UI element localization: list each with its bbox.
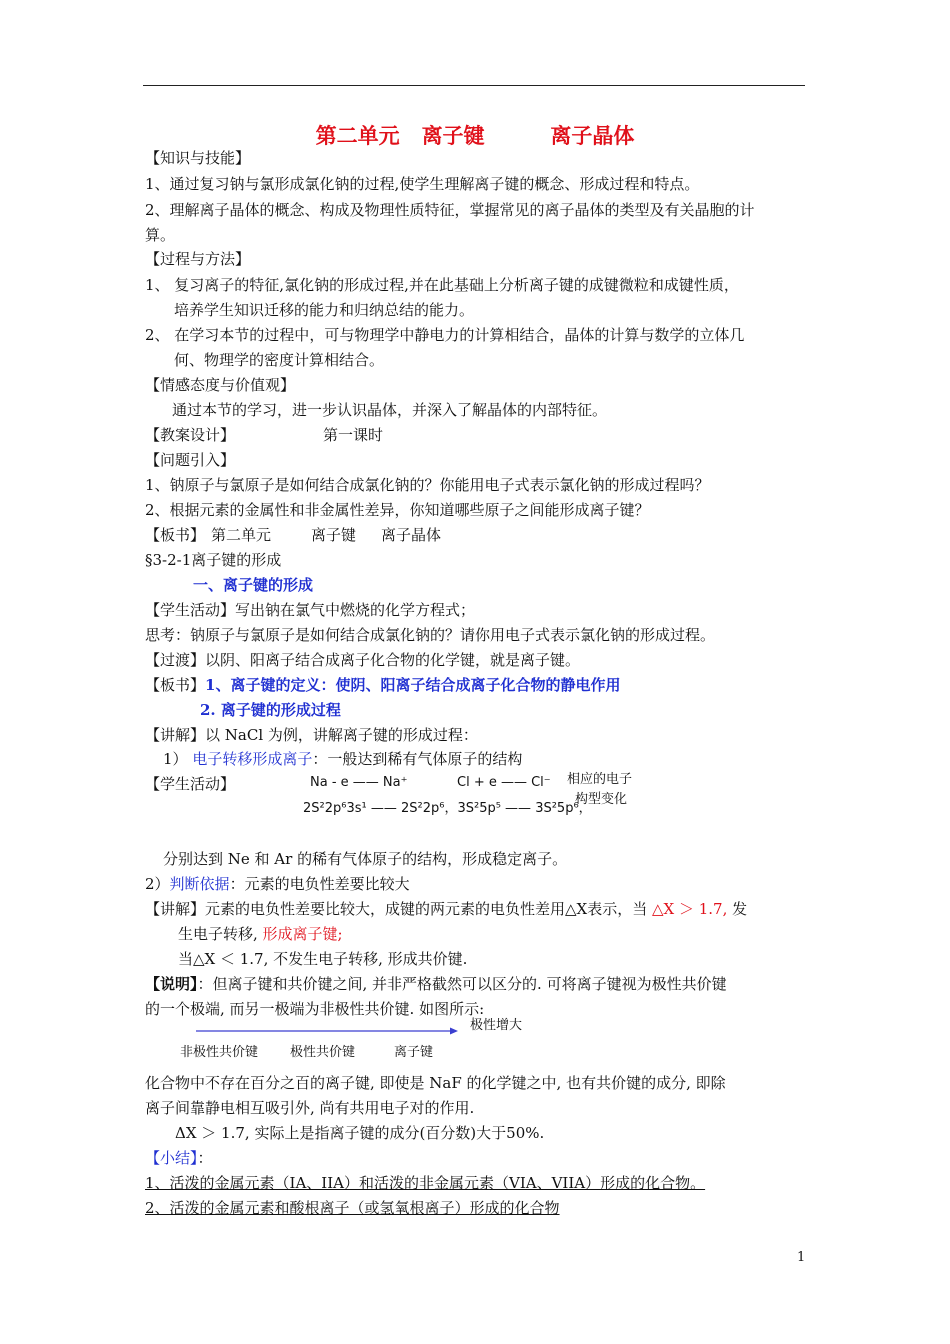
design-label: 【教案设计】 [145, 426, 236, 444]
summary-label: 【小结】 [145, 1149, 198, 1167]
list-marker: 2） [145, 875, 170, 893]
text-line: 1、钠原子与氯原子是如何结合成氯化钠的？你能用电子式表示氯化钠的形成过程吗？ [145, 476, 710, 494]
ionic-highlight: 形成离子键; [257, 925, 343, 943]
text-line [145, 974, 727, 994]
board-unit: 第二单元 [211, 526, 272, 544]
highlight-term: 电子转移形成离子 [192, 750, 313, 768]
text-line: 化合物中不存在百分之百的离子键, 即使是 NaF 的化学键之中, 也有共价键的成分, 即除 [145, 1074, 726, 1092]
text-line: ΔX ＞ 1.7, 实际上是指离子键的成分(百分数)大于50%. [175, 1124, 545, 1142]
text-line: 2、理解离子晶体的概念、构成及物理性质特征，掌握常见的离子晶体的类型及有关晶胞的计 [145, 201, 755, 219]
text-line: 分别达到 Ne 和 Ar 的稀有气体原子的结构，形成稳定离子。 [163, 850, 568, 868]
page-number: 1 [797, 1250, 806, 1265]
note-label: 【说明】 [145, 975, 198, 993]
text-line [145, 874, 410, 894]
text-span: ：一般达到稀有气体原子的结构 [312, 750, 523, 768]
nonpolar-covalent-label: 非极性共价键 [180, 1045, 259, 1060]
text-line: 的一个极端, 而另一极端为非极性共价键. 如图所示: [145, 1000, 485, 1018]
text-line: 思考：钠原子与氯原子是如何结合成氯化钠的？请你用电子式表示氯化钠的形成过程。 [145, 626, 716, 644]
ionic-bond-label: 离子键 [394, 1045, 434, 1060]
title-ionic-crystal: 离子晶体 [550, 124, 635, 148]
text-line: 当△X ＜ 1.7, 不发生电子转移, 形成共价键. [178, 950, 468, 968]
text-line [178, 924, 343, 944]
text-line: 【学生活动】写出钠在氯气中燃烧的化学方程式； [145, 601, 476, 619]
summary-item-1: 1、活泼的金属元素（IA、IIA）和活泼的非金属元素（VIA、VIIA）形成的化合物。 [145, 1174, 706, 1192]
text-line [145, 899, 747, 919]
text-line: 何、物理学的密度计算相结合。 [174, 351, 385, 369]
title-ionic-bond: 离子键 [421, 124, 485, 148]
na-equation: Na - e —— Na⁺ [310, 775, 408, 790]
text-line: 通过本节的学习，进一步认识晶体，并深入了解晶体的内部特征。 [172, 401, 608, 419]
cl-equation: Cl + e —— Cl⁻ [457, 775, 551, 790]
board-ionic-crystal: 离子晶体 [381, 526, 442, 544]
subsection-heading: 2. 离子键的形成过程 [200, 701, 341, 719]
board-definition [145, 675, 620, 695]
polarity-arrow [196, 1026, 458, 1036]
summary-item-2: 2、活泼的金属元素和酸根离子（或氢氧根离子）形成的化合物 [145, 1199, 560, 1217]
summary-heading [145, 1148, 213, 1168]
student-activity-label: 【学生活动】 [145, 775, 236, 793]
figure-label-config: 构型变化 [575, 792, 628, 807]
section-number: §3-2-1离子键的形成 [145, 551, 282, 569]
board-ionic-bond: 离子键 [311, 526, 357, 544]
section-heading: 一、离子键的形成 [193, 576, 314, 594]
text-line: 1、通过复习钠与氯形成氯化钠的过程,使学生理解离子键的概念、形成过程和特点。 [145, 175, 700, 193]
electron-config: 2S²2p⁶3s¹ —— 2S²2p⁶，3S²5p⁵ —— 3S²5p⁶， [303, 801, 592, 816]
text-line [163, 749, 522, 769]
heading-knowledge: 【知识与技能】 [145, 149, 251, 167]
text-span: 发 [727, 900, 748, 918]
text-line: 1、 复习离子的特征,氯化钠的形成过程,并在此基础上分析离子键的成键微粒和成键性质， [145, 276, 739, 294]
text-span: 生电子转移, [178, 925, 258, 943]
polar-covalent-label: 极性共价键 [290, 1045, 356, 1060]
text-line: 算。 [145, 226, 176, 244]
text-span: ：但离子键和共价键之间, 并非严格截然可以区分的. 可将离子键视为极性共价键 [197, 975, 727, 993]
text-line: 离子间靠静电相互吸引外, 尚有共用电子对的作用. [145, 1099, 475, 1117]
board-line [145, 525, 441, 545]
threshold-highlight: △X ＞ 1.7, [652, 900, 728, 918]
text-line: 【过渡】以阴、阳离子结合成离子化合物的化学键，就是离子键。 [145, 651, 581, 669]
board-label: 【板书】 [145, 676, 206, 694]
text-line: 培养学生知识迁移的能力和归纳总结的能力。 [174, 301, 475, 319]
heading-process: 【过程与方法】 [145, 250, 251, 268]
text-line: 2、 在学习本节的过程中，可与物理学中静电力的计算相结合，晶体的计算与数学的立体几 [145, 326, 745, 344]
text-span: ：元素的电负性差要比较大 [229, 875, 410, 893]
title-unit: 第二单元 [315, 124, 400, 148]
heading-attitude: 【情感态度与价值观】 [145, 376, 296, 394]
header-rule [143, 85, 805, 86]
figure-label-electron: 相应的电子 [567, 772, 633, 787]
list-marker: 1） [163, 750, 193, 768]
page-title [0, 120, 950, 150]
text-span: ： [197, 1149, 213, 1167]
polarity-label: 极性增大 [470, 1018, 523, 1033]
board-label: 【板书】 [145, 526, 206, 544]
definition-text: 1、离子键的定义：使阴、阳离子结合成离子化合物的静电作用 [205, 676, 621, 694]
text-span: 【讲解】元素的电负性差要比较大，成键的两元素的电负性差用△X表示，当 [145, 900, 652, 918]
heading-intro: 【问题引入】 [145, 451, 236, 469]
text-line: 【讲解】以 NaCl 为例，讲解离子键的形成过程： [145, 726, 478, 744]
highlight-term: 判断依据 [169, 875, 230, 893]
heading-design [145, 425, 383, 445]
lesson-period: 第一课时 [323, 426, 384, 444]
text-line: 2、根据元素的金属性和非金属性差异，你知道哪些原子之间能形成离子键？ [145, 501, 650, 519]
